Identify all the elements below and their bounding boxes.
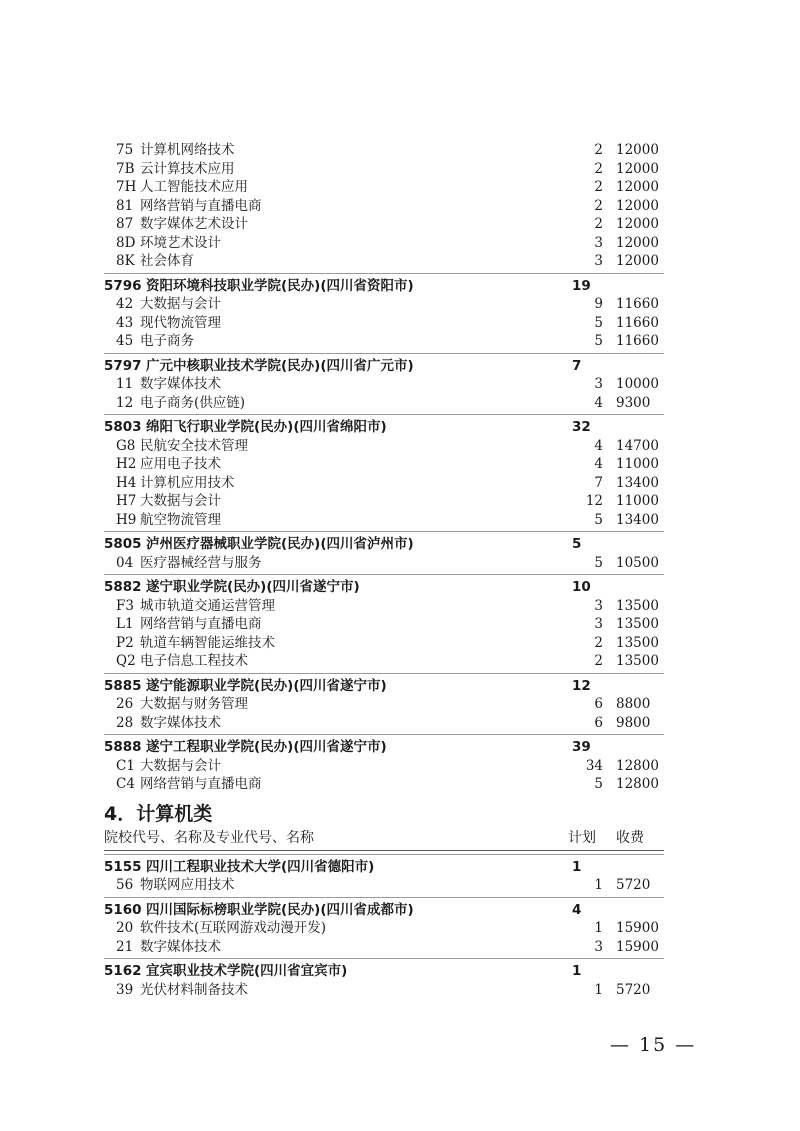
major-fee: 12800 [616, 776, 659, 792]
major-row [104, 437, 664, 455]
school-plan: 12 [572, 677, 591, 694]
major-plan: 9 [594, 296, 603, 312]
major-row [104, 474, 664, 492]
school-plan: 1 [572, 858, 582, 875]
major-fee: 10500 [616, 554, 659, 571]
major-plan: 5 [594, 314, 603, 331]
school-row [104, 418, 664, 436]
separator-line [104, 273, 664, 274]
major-row [104, 234, 664, 252]
major-plan: 2 [594, 653, 603, 669]
major-name: 光伏材料制备技术 [140, 981, 248, 998]
school-code: 5155 [104, 858, 142, 875]
separator-line [104, 854, 664, 855]
major-code: H9 [116, 511, 137, 528]
separator-line [104, 414, 664, 415]
school-plan: 32 [572, 419, 591, 435]
major-code: F3 [116, 597, 134, 614]
major-fee: 13400 [616, 474, 659, 491]
major-plan: 12 [585, 493, 603, 509]
major-row [104, 981, 664, 999]
major-fee: 12000 [616, 216, 659, 232]
major-row [104, 775, 664, 793]
school-name: 宜宾职业技术学院(四川省宜宾市) [146, 963, 348, 979]
major-plan: 5 [594, 554, 603, 571]
major-name: 大数据与会计 [140, 757, 221, 774]
major-fee: 15900 [616, 938, 659, 955]
major-code: 42 [116, 296, 134, 312]
major-name: 大数据与会计 [140, 493, 221, 509]
major-row [104, 178, 664, 196]
major-code: 11 [116, 376, 134, 392]
major-fee: 12800 [616, 757, 659, 774]
major-code: 45 [116, 333, 134, 349]
school-name: 泸州医疗器械职业学院(民办)(四川省泸州市) [146, 536, 414, 552]
school-name: 遂宁工程职业学院(民办)(四川省遂宁市) [146, 739, 387, 755]
major-fee: 11000 [616, 456, 659, 472]
major-row [104, 634, 664, 652]
school-code: 5797 [104, 357, 142, 374]
major-code: L1 [116, 616, 134, 632]
major-plan: 4 [594, 394, 603, 411]
major-name: 计算机应用技术 [140, 474, 235, 491]
major-row [104, 652, 664, 670]
major-fee: 12000 [616, 197, 659, 214]
major-code: 75 [116, 142, 134, 158]
school-name: 遂宁职业学院(民办)(四川省遂宁市) [146, 579, 360, 595]
major-plan: 4 [594, 437, 603, 454]
major-name: 数字媒体技术 [140, 376, 221, 392]
major-row [104, 141, 664, 159]
major-row [104, 215, 664, 233]
major-row [104, 394, 664, 412]
major-plan: 2 [594, 634, 603, 651]
school-name: 四川工程职业技术大学(四川省德阳市) [146, 858, 375, 875]
major-code: Q2 [116, 653, 136, 669]
major-fee: 13400 [616, 511, 659, 528]
major-plan: 6 [594, 714, 603, 731]
major-fee: 9300 [616, 394, 651, 411]
major-name: 社会体育 [140, 253, 194, 269]
major-name: 云计算技术应用 [140, 160, 235, 177]
major-fee: 11660 [616, 314, 659, 331]
major-code: 26 [116, 696, 134, 712]
column-headers [104, 828, 664, 848]
major-code: 56 [116, 877, 134, 893]
major-fee: 12000 [616, 253, 659, 269]
school-code: 5162 [104, 963, 142, 979]
school-plan: 10 [572, 579, 591, 595]
school-code: 5160 [104, 901, 142, 918]
separator-line [104, 958, 664, 959]
major-name: 数字媒体艺术设计 [140, 216, 248, 232]
major-code: 81 [116, 197, 134, 214]
major-row [104, 615, 664, 633]
major-name: 软件技术(互联网游戏动漫开发) [140, 920, 327, 936]
major-name: 网络营销与直播电商 [140, 776, 262, 792]
major-row [104, 597, 664, 615]
major-code: 7B [116, 160, 135, 177]
major-code: 12 [116, 394, 134, 411]
major-plan: 3 [594, 253, 603, 269]
major-fee: 10000 [616, 376, 659, 392]
major-plan: 5 [594, 511, 603, 528]
header-name: 院校代号、名称及专业代号、名称 [104, 829, 314, 846]
major-plan: 5 [594, 776, 603, 792]
major-name: 现代物流管理 [140, 314, 221, 331]
major-name: 数字媒体技术 [140, 938, 221, 955]
major-name: 电子商务(供应链) [140, 394, 246, 411]
major-plan: 3 [594, 616, 603, 632]
major-row [104, 455, 664, 473]
school-name: 广元中核职业技术学院(民办)(四川省广元市) [146, 357, 414, 374]
major-code: 21 [116, 938, 134, 955]
school-row [104, 535, 664, 553]
major-fee: 13500 [616, 653, 659, 669]
header-plan: 计划 [568, 829, 596, 846]
school-code: 5885 [104, 677, 142, 694]
major-code: 20 [116, 920, 134, 936]
major-plan: 3 [594, 938, 603, 955]
major-row [104, 252, 664, 270]
school-row [104, 738, 664, 756]
separator-line [104, 734, 664, 735]
school-plan: 39 [572, 739, 591, 755]
school-code: 5888 [104, 739, 142, 755]
major-code: 87 [116, 216, 134, 232]
major-plan: 1 [594, 981, 603, 998]
school-row [104, 578, 664, 596]
header-fee: 收费 [616, 829, 644, 846]
major-name: 数字媒体技术 [140, 714, 221, 731]
major-code: C1 [116, 757, 135, 774]
section-title: 4．计算机类 [104, 802, 213, 825]
major-fee: 14700 [616, 437, 659, 454]
major-row [104, 197, 664, 215]
major-row [104, 938, 664, 956]
major-code: 8K [116, 253, 135, 269]
separator-line [104, 850, 664, 851]
major-name: 网络营销与直播电商 [140, 197, 262, 214]
major-code: 39 [116, 981, 134, 998]
school-row [104, 858, 664, 876]
major-name: 医疗器械经营与服务 [140, 554, 262, 571]
major-plan: 1 [594, 877, 603, 893]
school-plan: 7 [572, 357, 582, 374]
major-fee: 8800 [616, 696, 651, 712]
major-code: 04 [116, 554, 134, 571]
major-fee: 11660 [616, 296, 659, 312]
major-row [104, 332, 664, 350]
major-row [104, 714, 664, 732]
major-code: H7 [116, 493, 137, 509]
major-name: 应用电子技术 [140, 456, 221, 472]
separator-line [104, 673, 664, 674]
major-name: 网络营销与直播电商 [140, 616, 262, 632]
major-name: 大数据与财务管理 [140, 696, 248, 712]
major-plan: 2 [594, 142, 603, 158]
major-code: C4 [116, 776, 135, 792]
school-code: 5796 [104, 277, 142, 294]
major-name: 电子信息工程技术 [140, 653, 248, 669]
major-row [104, 314, 664, 332]
major-plan: 2 [594, 160, 603, 177]
school-plan: 4 [572, 901, 582, 918]
school-plan: 19 [572, 277, 591, 294]
major-name: 计算机网络技术 [140, 142, 235, 158]
major-row [104, 695, 664, 713]
separator-line [104, 353, 664, 354]
major-fee: 12000 [616, 179, 659, 195]
major-row [104, 511, 664, 529]
school-name: 遂宁能源职业学院(民办)(四川省遂宁市) [146, 677, 387, 694]
major-plan: 7 [594, 474, 603, 491]
major-plan: 6 [594, 696, 603, 712]
school-code: 5805 [104, 536, 142, 552]
major-name: 民航安全技术管理 [140, 437, 248, 454]
major-plan: 34 [585, 757, 603, 774]
major-name: 城市轨道交通运营管理 [140, 597, 275, 614]
major-plan: 3 [594, 376, 603, 392]
major-fee: 15900 [616, 920, 659, 936]
major-name: 电子商务 [140, 333, 194, 349]
school-name: 四川国际标榜职业学院(民办)(四川省成都市) [146, 901, 414, 918]
major-plan: 3 [594, 597, 603, 614]
major-fee: 11000 [616, 493, 659, 509]
major-fee: 5720 [616, 981, 651, 998]
school-code: 5803 [104, 419, 142, 435]
school-row [104, 901, 664, 919]
major-fee: 13500 [616, 634, 659, 651]
major-code: G8 [116, 437, 136, 454]
school-name: 绵阳飞行职业学院(民办)(四川省绵阳市) [146, 419, 387, 435]
major-code: P2 [116, 634, 134, 651]
major-row [104, 160, 664, 178]
major-row [104, 375, 664, 393]
major-code: 8D [116, 234, 136, 251]
major-fee: 9800 [616, 714, 651, 731]
major-row [104, 876, 664, 894]
major-name: 轨道车辆智能运维技术 [140, 634, 275, 651]
major-row [104, 919, 664, 937]
major-name: 环境艺术设计 [140, 234, 221, 251]
major-fee: 12000 [616, 142, 659, 158]
separator-line [104, 574, 664, 575]
major-code: H2 [116, 456, 137, 472]
major-row [104, 492, 664, 510]
major-plan: 3 [594, 234, 603, 251]
major-name: 大数据与会计 [140, 296, 221, 312]
major-plan: 1 [594, 920, 603, 936]
major-row [104, 295, 664, 313]
school-code: 5882 [104, 579, 142, 595]
separator-line [104, 531, 664, 532]
major-plan: 2 [594, 197, 603, 214]
school-name: 资阳环境科技职业学院(民办)(四川省资阳市) [146, 277, 414, 294]
school-plan: 1 [572, 963, 582, 979]
school-row [104, 962, 664, 980]
major-row [104, 554, 664, 572]
major-fee: 11660 [616, 333, 659, 349]
major-plan: 4 [594, 456, 603, 472]
major-row [104, 757, 664, 775]
major-fee: 12000 [616, 160, 659, 177]
major-plan: 2 [594, 216, 603, 232]
page-number: — 15 — [610, 1034, 697, 1056]
major-code: 43 [116, 314, 134, 331]
major-fee: 12000 [616, 234, 659, 251]
major-code: H4 [116, 474, 137, 491]
school-row [104, 677, 664, 695]
major-fee: 13500 [616, 597, 659, 614]
major-name: 航空物流管理 [140, 511, 221, 528]
school-row [104, 277, 664, 295]
major-code: 7H [116, 179, 137, 195]
major-fee: 5720 [616, 877, 651, 893]
major-name: 物联网应用技术 [140, 877, 235, 893]
school-plan: 5 [572, 536, 582, 552]
separator-line [104, 897, 664, 898]
school-row [104, 357, 664, 375]
major-plan: 2 [594, 179, 603, 195]
major-name: 人工智能技术应用 [140, 179, 248, 195]
major-fee: 13500 [616, 616, 659, 632]
major-plan: 5 [594, 333, 603, 349]
major-code: 28 [116, 714, 134, 731]
